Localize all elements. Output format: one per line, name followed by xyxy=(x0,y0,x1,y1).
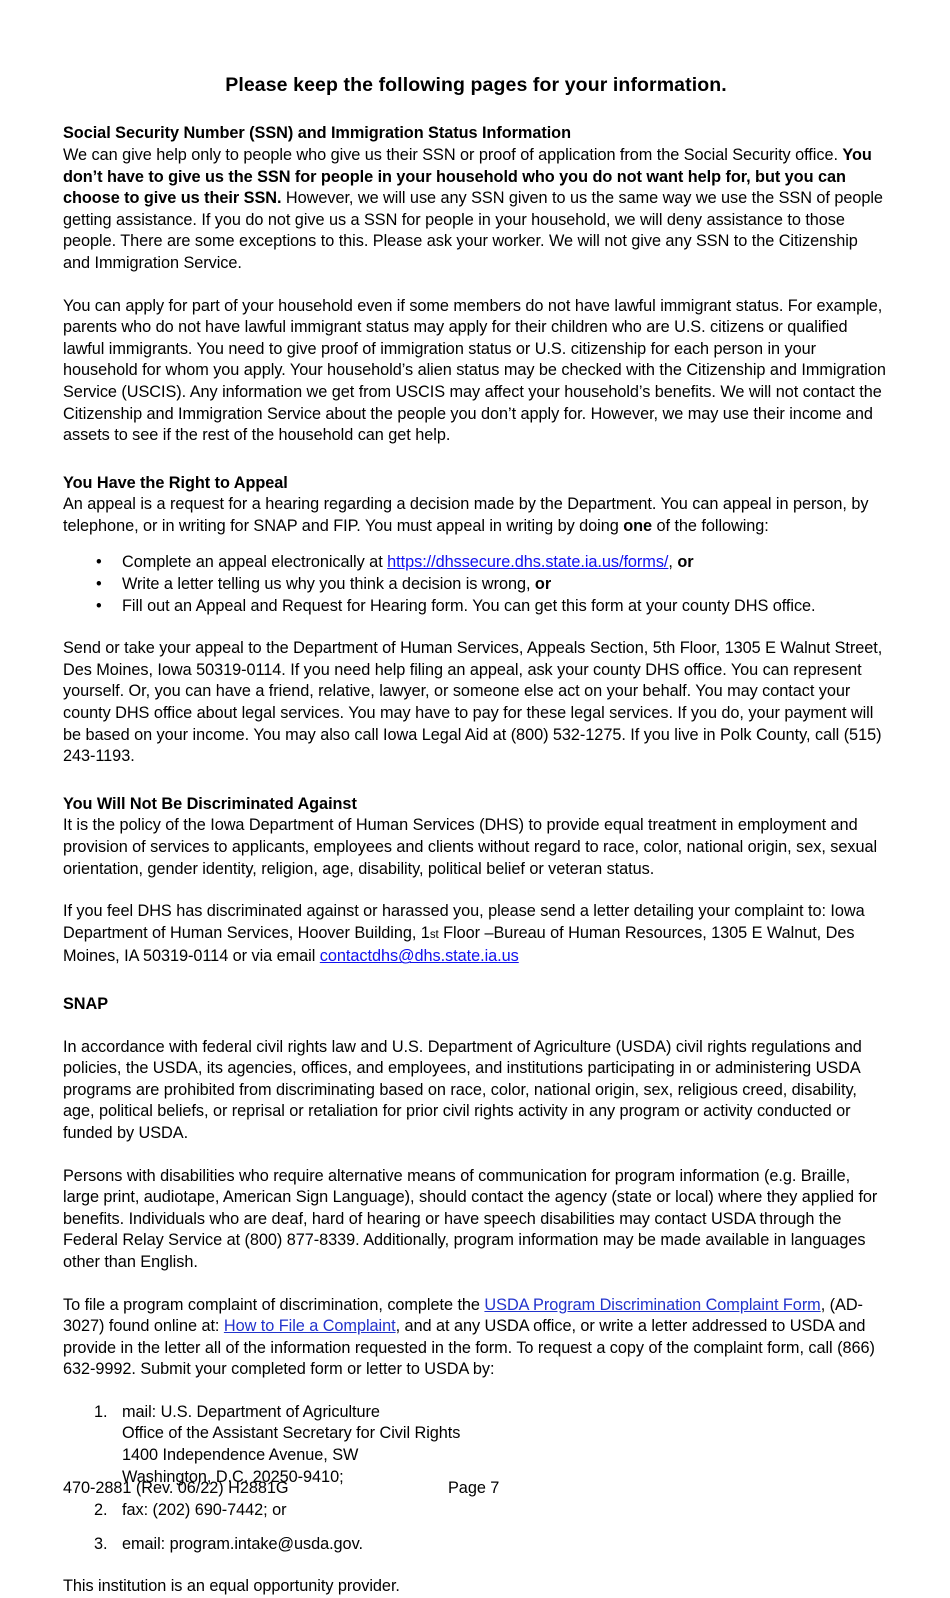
bullet-1-pre: Write a letter telling us why you think a decision is wrong, xyxy=(122,575,535,594)
paragraph-appeal-2: Send or take your appeal to the Department of Human Services, Appeals Section, 5th Floor, 1305 E Walnut Street, Des Moines, Iowa 50319-0114. If you need help filing an appeal, ask your county DHS office. You can represent yourself. Or, you can have a friend, relative, lawyer, or someone else act on your behalf. You may contact your county DHS office about legal services. You may have to pay for these legal services. If you do, your payment will be based on your income. You may also call Iowa Legal Aid at (800) 532-1275. If you live in Polk County, call (515) 243-1193. xyxy=(63,639,883,766)
spacer xyxy=(63,968,889,994)
list-item xyxy=(63,596,889,618)
bullet-icon: • xyxy=(96,575,102,594)
spacer xyxy=(63,1381,889,1402)
snap-p3-part-c: , and at any USDA office, or write a letter addressed to USDA and provide in the letter all of the information requested in the form. To request a copy of the complaint form, call (866) 632-9992. Submit your completed form or letter to USDA by: xyxy=(63,1317,875,1379)
section-heading-appeal: You Have the Right to Appeal xyxy=(63,473,288,492)
appeal-electronic-link[interactable]: https://dhssecure.dhs.state.ia.us/forms/ xyxy=(387,553,669,572)
appeal-options-list xyxy=(63,552,889,617)
email-line: email: program.intake@usda.gov. xyxy=(122,1534,363,1553)
page-number-label: Page 7 xyxy=(448,1479,500,1497)
spacer xyxy=(63,880,889,901)
snap-p3-part-b: , (AD-3027) found online at: xyxy=(63,1295,863,1336)
list-item xyxy=(63,574,889,596)
ordinal-suffix: st xyxy=(429,929,439,942)
section-heading-discrimination: You Will Not Be Discriminated Against xyxy=(63,794,357,813)
list-number: 1. xyxy=(94,1402,108,1421)
page-title: Please keep the following pages for your information. xyxy=(225,74,727,96)
spacer xyxy=(63,617,889,638)
section-heading-ssn: Social Security Number (SSN) and Immigration Status Information xyxy=(63,124,571,143)
document-content xyxy=(63,74,889,1598)
paragraph-ssn-2: You can apply for part of your household even if some members do not have lawful immigrant status. For example, parents who do not have lawful immigrant status may apply for their children who are U.S. citizens or qualified lawful immigrants. You need to give proof of immigration status or U.S. citizenship for each person in your household for whom you apply. Your household’s alien status may be checked with the Citizenship and Immigration Service (USCIS). Any information we get from USCIS may affect your household’s benefits. We will not contact the Citizenship and Immigration Service about the people you don’t apply for. However, we may use their income and assets to see if the rest of the household can get help. xyxy=(63,296,886,445)
spacer xyxy=(63,1145,889,1166)
appeal-p1-part-a: An appeal is a request for a hearing regarding a decision made by the Department. You can appeal in person, by telephone, or in writing for SNAP and FIP. You must appeal in writing by doing xyxy=(63,495,869,535)
usda-complaint-form-link[interactable]: USDA Program Discrimination Complaint Form xyxy=(484,1295,821,1314)
list-item xyxy=(63,1500,889,1522)
address-line: mail: U.S. Department of Agriculture xyxy=(122,1402,380,1421)
ssn-p1-bold: You don’t have to give us the SSN for people in your household who you do not want help for, but you can choose to give us their SSN. xyxy=(63,145,872,208)
contact-email-link[interactable]: contactdhs@dhs.state.ia.us xyxy=(319,947,519,966)
address-line: Washington, D.C. 20250-9410; xyxy=(122,1467,344,1486)
paragraph-discrimination-2 xyxy=(63,901,889,968)
spacer xyxy=(63,447,889,473)
bullet-1-bold: or xyxy=(534,575,552,594)
snap-p3-part-a: To file a program complaint of discrimination, complete the xyxy=(63,1295,485,1314)
bullet-icon: • xyxy=(96,596,102,615)
spacer xyxy=(63,275,889,296)
list-item xyxy=(63,1534,889,1556)
spacer xyxy=(63,537,889,552)
paragraph-snap-2: Persons with disabilities who require alternative means of communication for program information (e.g. Braille, large print, audiotape, American Sign Language), should contact the agency (state or local) where they applied for benefits. Individuals who are deaf, hard of hearing or have speech disabilities may contact USDA through the Federal Relay Service at (800) 877-8339. Additionally, program information may be made available in languages other than English. xyxy=(63,1166,878,1271)
list-number: 3. xyxy=(94,1534,108,1553)
paragraph-snap-3 xyxy=(63,1295,889,1381)
paragraph-appeal-1 xyxy=(63,494,889,537)
bullet-0-mid: , xyxy=(668,553,678,572)
spacer xyxy=(63,1274,889,1295)
spacer xyxy=(63,1555,889,1576)
disc-p2-part-a: If you feel DHS has discriminated against or harassed you, please send a letter detailing your complaint to: Iowa Department of Human Services, Hoover Building, 1 xyxy=(63,902,865,942)
fax-line: fax: (202) 690-7442; or xyxy=(122,1501,287,1520)
list-number: 2. xyxy=(94,1501,108,1520)
spacer xyxy=(63,768,889,794)
bullet-0-bold: or xyxy=(677,553,694,572)
ssn-p1-part-b: However, we will use any SSN given to us the same way we use the SSN of people getting assistance. If you do not give us a SSN for people in your household, we will deny assistance to those people. There are some exceptions to this. Please ask your worker. We will not give any SSN to the Citizenship and Immigration Service. xyxy=(63,189,883,272)
disc-p2-part-b: Floor –Bureau of Human Resources, 1305 E Walnut, Des Moines, IA 50319-0114 or via email xyxy=(63,923,855,966)
ssn-p1-part-a: We can give help only to people who give us their SSN or proof of application from the Social Security office. xyxy=(63,145,843,164)
paragraph-ssn-1 xyxy=(63,145,889,275)
paragraph-snap-1: In accordance with federal civil rights law and U.S. Department of Agriculture (USDA) civil rights regulations and policies, the USDA, its agencies, offices, and employees, and institutions participating in or administering USDA programs are prohibited from discriminating based on race, color, national origin, sex, religious creed, disability, age, political beliefs, or reprisal or retaliation for prior civil rights activity in any program or activity conducted or funded by USDA. xyxy=(63,1037,862,1142)
section-heading-snap: SNAP xyxy=(63,994,109,1013)
bullet-icon: • xyxy=(96,553,102,572)
list-item xyxy=(63,1402,889,1488)
address-line: 1400 Independence Avenue, SW xyxy=(122,1446,359,1465)
list-item xyxy=(63,552,889,574)
how-to-file-complaint-link[interactable]: How to File a Complaint xyxy=(223,1317,396,1336)
paragraph-snap-closing: This institution is an equal opportunity provider. xyxy=(63,1577,400,1596)
spacer xyxy=(63,1016,889,1037)
paragraph-discrimination-1: It is the policy of the Iowa Department of Human Services (DHS) to provide equal treatment in employment and provision of services to applicants, employees and clients without regard to race, color, national origin, sex, sexual orientation, gender identity, religion, age, disability, political belief or veteran status. xyxy=(63,816,878,878)
appeal-p1-part-b: of the following: xyxy=(652,516,769,535)
bullet-0-pre: Complete an appeal electronically at xyxy=(122,553,388,572)
bullet-2-pre: Fill out an Appeal and Request for Hearing form. You can get this form at your county DHS office. xyxy=(122,596,816,615)
address-line: Office of the Assistant Secretary for Civil Rights xyxy=(122,1424,461,1443)
appeal-p1-bold: one xyxy=(623,516,653,535)
form-id-label: 470-2881 (Rev. 06/22) H2881G xyxy=(63,1479,289,1497)
